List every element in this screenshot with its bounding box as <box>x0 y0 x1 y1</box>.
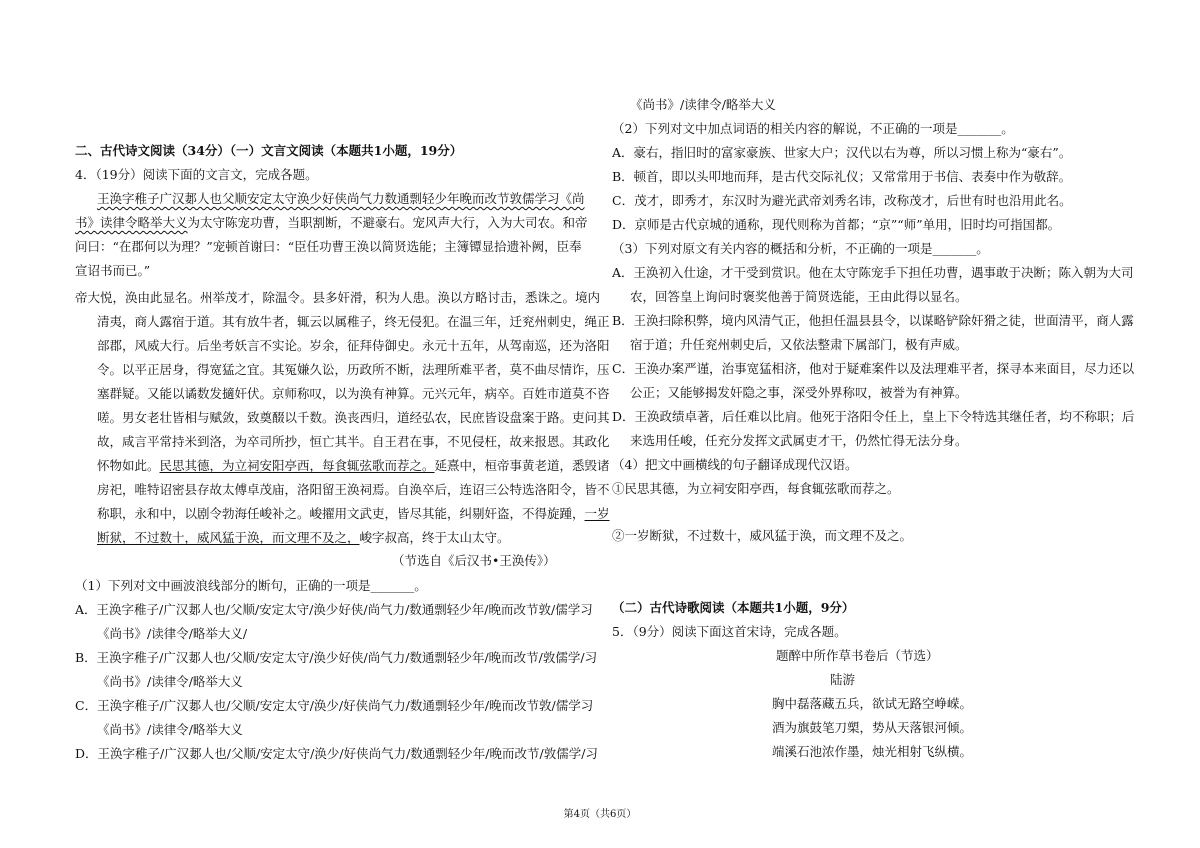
q3-option-b: B．王涣扫除积弊，境内风清气正，他担任温县县令，以谋略铲除奸猾之徒，世面清平，商人露 <box>612 313 1134 328</box>
section-title-classical: 二、古代诗文阅读（34分）（一）文言文阅读（本题共1小题，19分） <box>75 143 463 158</box>
translate-sentence-1: ①民思其德，为立祠安阳亭西，每食辄弦歌而荐之。 <box>612 481 900 496</box>
passage-text: 延熹中，桓帝事黄老道，悉毁诸 <box>434 458 610 473</box>
poem-line: 端溪石池浓作墨，烛光相射飞纵横。 <box>772 744 973 759</box>
passage-text: 称职，永和中，以剧令勃海任峻补之。峻擢用文武吏，皆尽其能，纠剔奸盗，不得旋踵， <box>97 506 585 521</box>
question-4-intro: 4．（19分）阅读下面的文言文，完成各题。 <box>75 167 318 182</box>
option-d: D．王涣字稚子/广汉郪人也/父顺/安定太守/涣少/好侠尚气力/数通剽轻少年/晚而改节/敦儒学/习 <box>75 746 598 761</box>
passage-line <box>97 191 585 207</box>
option-b-cont: 《尚书》/读律令/略举大义 <box>97 674 243 689</box>
page-footer: 第4页（共6页） <box>563 809 637 820</box>
passage-line: 令。以平正居身，得宽猛之宜。其冤嫌久讼，历政所不断，法理所难平者，莫不曲尽情诈，压 <box>97 362 610 377</box>
wavy-underlined-text: 书》读律令略举大义 <box>75 215 188 230</box>
q3-option-b-cont: 宿于道；升任兖州刺史后，又依法整肃下属部门，极有声威。 <box>630 337 968 352</box>
wavy-underlined-text: 王涣字稚子广汉郪人也父顺安定太守涣少好侠尚气力数通剽轻少年晚而改节敦儒学习《尚 <box>97 191 585 206</box>
passage-line <box>97 458 610 474</box>
option-c: C．王涣字稚子/广汉郪人也/父顺/安定太守/涣少/好侠尚气力/数通剽轻少年/晚而改节敦/儒学习 <box>75 698 594 713</box>
q3-option-c: C．王涣办案严谨，治事宽猛相济，他对于疑难案件以及法理难平者，探寻本来面目，尽力还以 <box>612 361 1135 376</box>
underlined-sentence-2: 一岁 <box>584 506 610 521</box>
passage-line: 塞群疑。又能以谲数发擿奸伏。京师称叹，以为涣有神算。元兴元年，病卒。百姓市道莫不咨 <box>97 386 610 401</box>
option-c-cont: 《尚书》/读律令/略举大义 <box>97 722 243 737</box>
passage-line <box>97 530 510 546</box>
option-b: B．王涣字稚子/广汉郪人也/父顺/安定太守/涣少好侠/尚气力/数通剽轻少年/晚而改节/敦儒学/习 <box>75 650 598 665</box>
option-a: A．王涣字稚子/广汉郪人也/父顺/安定太守/涣少好侠/尚气力/数通剽轻少年/晚而改节敦/儒学习 <box>75 602 593 617</box>
passage-line <box>97 506 610 522</box>
passage-line <box>75 215 588 231</box>
q2-option-d: D．京师是古代京城的通称，现代则称为首都；“京”“师”单用，旧时均可指国都。 <box>612 217 1061 232</box>
passage-line: 房祀，唯特诏密县存故太傅卓茂庙，洛阳留王涣祠焉。自涣卒后，连诏三公特选洛阳令，皆不 <box>97 482 610 497</box>
passage-line: 部郡，风威大行。后坐考妖言不实论。岁余，征拜侍御史。永元十五年，从驾南巡，还为洛阳 <box>97 338 610 353</box>
passage-text: 为太守陈宠功曹，当职割断，不避豪右。宠风声大行，入为大司农。和帝 <box>187 215 588 230</box>
question-2-stem: （2）下列对文中加点词语的相关内容的解说，不正确的一项是_______。 <box>612 121 1014 136</box>
section-title-poetry: （二）古代诗歌阅读（本题共1小题，9分） <box>612 600 855 615</box>
poem-line: 胸中磊落藏五兵，欲试无路空峥嵘。 <box>772 696 973 711</box>
question-1-stem: （1）下列对文中画波浪线部分的断句，正确的一项是_______。 <box>75 578 427 593</box>
question-5-intro: 5．（9分）阅读下面这首宋诗，完成各题。 <box>612 624 847 639</box>
passage-line: 宣诏书而已。” <box>75 263 151 278</box>
underlined-sentence-1: 民思其德，为立祠安阳亭西，每食辄弦歌而荐之。 <box>159 458 435 473</box>
passage-line: 问曰：“在郡何以为理？”宠顿首谢曰：“臣任功曹王涣以简贤选能；主簿镡显拾遗补阙，臣奉 <box>75 239 582 254</box>
passage-line: 清夷，商人露宿于道。其有放牛者，辄云以属稚子，终无侵犯。在温三年，迁兖州刺史，绳正 <box>97 314 610 329</box>
q3-option-d-cont: 来选用任峻，任充分发挥文武属吏才干，仍然忙得无法分身。 <box>630 433 968 448</box>
poem-title: 题醉中所作草书卷后（节选） <box>776 648 939 663</box>
q3-option-c-cont: 公正；又能够揭发奸隐之事，深受外界称叹，被誉为有神算。 <box>630 385 968 400</box>
q2-option-c: C．茂才，即秀才，东汉时为避光武帝刘秀名讳，改称茂才，后世有时也沿用此名。 <box>612 193 1072 208</box>
underlined-sentence-2: 断狱，不过数十，威风猛于涣，而文理不及之， <box>97 530 360 545</box>
translate-sentence-2: ②一岁断狱，不过数十，威风猛于涣，而文理不及之。 <box>612 528 913 543</box>
question-3-stem: （3）下列对原文有关内容的概括和分析，不正确的一项是_______。 <box>612 241 989 256</box>
passage-line: 嗟。男女老壮皆相与赋敛，致奠醊以千数。涣丧西归，道经弘农，民庶皆设盘案于路。吏问其 <box>97 410 610 425</box>
passage-text: 怀物如此。 <box>97 458 160 473</box>
q2-option-a: A．豪右，指旧时的富家豪族、世家大户；汉代以右为尊，所以习惯上称为“豪右”。 <box>612 145 1072 160</box>
q3-option-d: D．王涣政绩卓著，后任难以比肩。他死于洛阳令任上，皇上下令特选其继任者，均不称职；后 <box>612 409 1135 424</box>
passage-line: 帝大悦，涣由此显名。州举茂才，除温令。县多奸滑，积为人患。涣以方略讨击，悉诛之。境内 <box>75 290 601 305</box>
q2-option-b: B．顿首，即以头叩地而拜，是古代交际礼仪；又常常用于书信、表奏中作为敬辞。 <box>612 169 1072 184</box>
passage-text: 峻字叔高，终于太山太守。 <box>359 530 510 545</box>
option-d-cont: 《尚书》/读律令/略举大义 <box>630 97 776 112</box>
q3-option-a-cont: 农，回答皇上询问时褒奖他善于简贤选能，王由此得以显名。 <box>630 289 968 304</box>
poem-line: 酒为旗鼓笔刀槊，势从天落银河倾。 <box>772 720 973 735</box>
question-4-stem: （4）把文中画横线的句子翻译成现代汉语。 <box>612 457 858 472</box>
passage-line: 故，咸言平常持米到洛，为卒司所抄，恒亡其半。自王君在事，不见侵枉，故来报恩。其政化 <box>97 434 610 449</box>
q3-option-a: A．王涣初入仕途，才干受到赏识。他在太守陈宠手下担任功曹，遇事敢于决断；陈入朝为大司 <box>612 265 1134 280</box>
poem-author: 陆游 <box>830 672 856 687</box>
passage-source: （节选自《后汉书•王涣传》） <box>392 553 556 568</box>
option-a-cont: 《尚书》/读律令/略举大义/ <box>97 626 248 641</box>
